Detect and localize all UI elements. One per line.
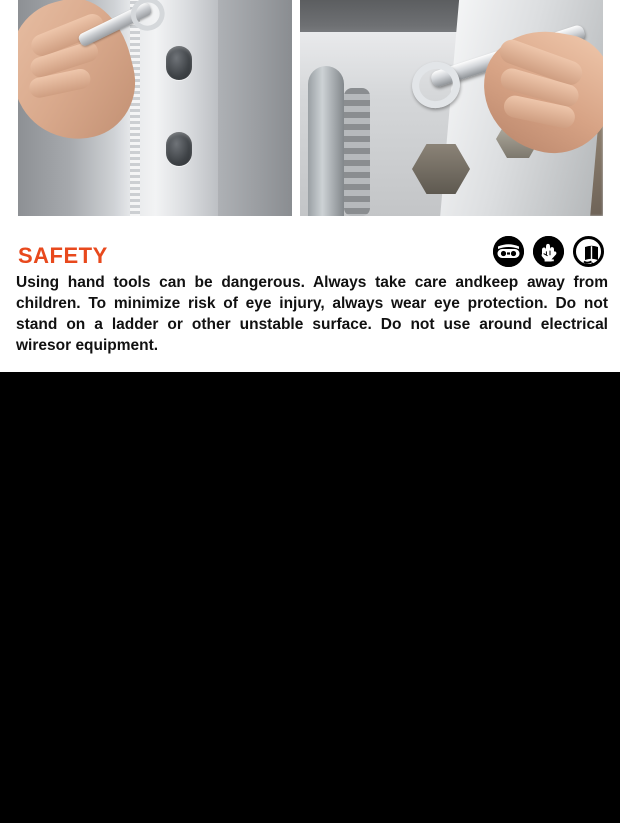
photo-ratchet-on-bolt (300, 0, 603, 216)
safety-body-text: Using hand tools can be dangerous. Always take care andkeep away from children. To minimize risk of eye injury, always wear eye protection. Do not stand on a ladder or other unstable surface. Do not use around electrical wiresor equipment. (16, 274, 608, 354)
panel-shadow-right (218, 0, 292, 216)
page-background-black (0, 372, 620, 823)
panel-slot (166, 46, 192, 80)
ribbed-hose (344, 88, 370, 216)
work-gloves-icon (533, 236, 564, 267)
metal-channel (114, 0, 218, 216)
photo-wrench-on-panel (18, 0, 292, 216)
safety-goggles-icon (493, 236, 524, 267)
safety-heading: SAFETY (18, 243, 108, 268)
page-sheet (0, 0, 620, 372)
cylinder-part (308, 66, 344, 216)
read-manual-icon (573, 236, 604, 267)
panel-slot (166, 132, 192, 166)
safety-icon-group (493, 236, 604, 267)
photo-strip (18, 0, 603, 216)
